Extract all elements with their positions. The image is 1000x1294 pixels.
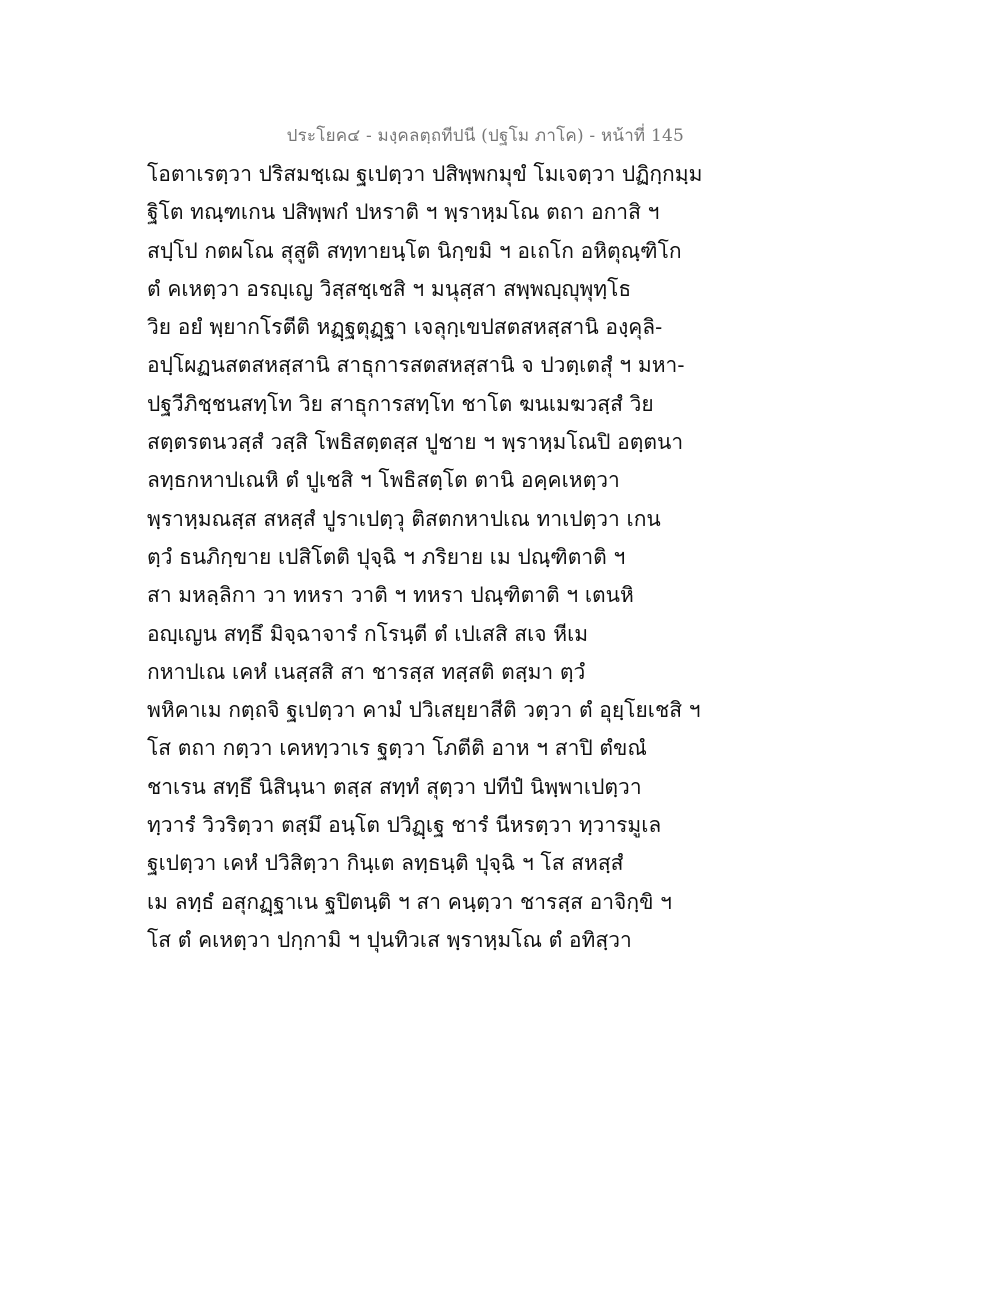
text-line: อปฺโผฏนสตสหสฺสานิ สาธุการสตสหสฺสานิ จ ปวตฺเตสุํ ฯ มหา- xyxy=(147,353,685,378)
text-line: ปฐวีภิชฺชนสทฺโท วิย สาธุการสทฺโท ชาโต ฆนเมฆวสฺสํ วิย xyxy=(147,391,654,416)
text-line: สตฺตรตนวสฺสํ วสฺสิ โพธิสตฺตสฺส ปูชาย ฯ พฺราหฺมโณปิ อตฺตนา xyxy=(147,430,684,455)
text-line: เม ลทฺธํ อสุกฏฺฐาเน ฐปิตนฺติ ฯ สา คนฺตฺวา ชารสฺส อาจิกฺขิ ฯ xyxy=(147,889,672,914)
text-line: ตฺวํ ธนภิกฺขาย เปสิโตติ ปุจฺฉิ ฯ ภริยาย เม ปณฺฑิตาติ ฯ xyxy=(147,544,626,569)
text-line: โส ตถา กตฺวา เคหทฺวาเร ฐตฺวา โภตีติ อาห ฯ สาปิ ตํขณํ xyxy=(147,736,647,761)
text-line: ฐเปตฺวา เคหํ ปวิสิตฺวา กินฺเต ลทฺธนฺติ ปุจฺฉิ ฯ โส สหสฺสํ xyxy=(147,851,624,876)
body-text xyxy=(147,155,703,959)
text-line: สปฺโป กตผโณ สุสูติ สทฺทายนฺโต นิกฺขมิ ฯ อเถโก อหิตุณฺฑิโก xyxy=(147,238,682,263)
text-line: โอตาเรตฺวา ปริสมชฺเฌ ฐเปตฺวา ปสิพฺพกมุขํ โมเจตฺวา ปฏิกฺกมฺม xyxy=(147,162,703,186)
text-line: ชาเรน สทฺธึ นิสินฺนา ตสฺส สทฺทํ สุตฺวา ปทีปํ นิพฺพาเปตฺวา xyxy=(147,774,642,799)
text-line: ตํ คเหตฺวา อรญฺเญ วิสฺสชฺเชสิ ฯ มนุสฺสา สพฺพญฺญุพุทฺโธ xyxy=(147,276,632,301)
text-line: กหาปเณ เคหํ เนสฺสสิ สา ชารสฺส ทสฺสติ ตสฺมา ตฺวํ xyxy=(147,659,586,684)
text-line: ฐิโต ทณฺฑเกน ปสิพฺพกํ ปหราติ ฯ พฺราหฺมโณ ตถา อกาสิ ฯ xyxy=(147,200,660,225)
text-line: ทฺวารํ วิวริตฺวา ตสฺมึ อนฺโต ปวิฏฺเฐ ชารํ นีหรตฺวา ทฺวารมูเล xyxy=(147,813,662,838)
text-line: พหิคาเม กตฺถจิ ฐเปตฺวา คามํ ปวิเสยฺยาสีติ วตฺวา ตํ อุยฺโยเชสิ ฯ xyxy=(147,698,701,723)
text-line: วิย อยํ พฺยากโรตีติ หฏฺฐตุฏฺฐา เจลุกฺเขปสตสหสฺสานิ องฺคุลิ- xyxy=(147,315,663,340)
text-line: ลทฺธกหาปเณหิ ตํ ปูเชสิ ฯ โพธิสตฺโต ตานิ อคฺคเหตฺวา xyxy=(147,468,620,493)
text-line: สา มหลฺลิกา วา ทหรา วาติ ฯ ทหรา ปณฺฑิตาติ ฯ เตนหิ xyxy=(147,583,634,608)
text-line: โส ตํ คเหตฺวา ปกฺกามิ ฯ ปุนทิวเส พฺราหฺมโณ ตํ อทิสฺวา xyxy=(147,927,632,952)
text-line: พฺราหฺมณสฺส สหสฺสํ ปูราเปตฺวุ ติสตกหาปเณ ทาเปตฺวา เกน xyxy=(147,506,661,531)
running-header: ประโยค๔ - มงฺคลตฺถทีปนี (ปฐโม ภาโค) - หน้าที่ 145 xyxy=(286,126,684,146)
text-line: อญฺเญน สทฺธึ มิจฺฉาจารํ กโรนฺตี ตํ เปเสสิ สเจ หีเม xyxy=(147,621,589,646)
